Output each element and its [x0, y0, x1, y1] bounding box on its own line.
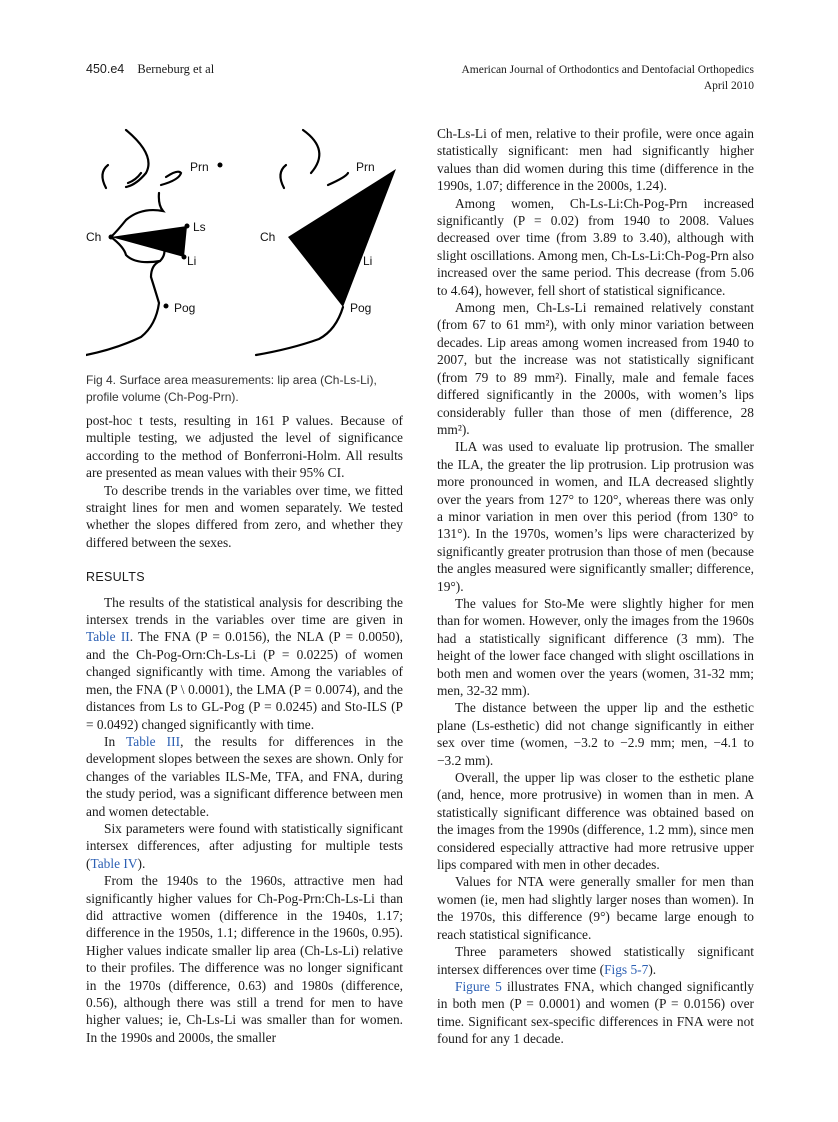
paragraph-text: ILA was used to evaluate lip protrusion. The smaller the ILA, the greater the lip protrusion. Lip protrusion was more pronounced in women, and ILA decreased slightly over the years from 127° to 120°, whereas there was only a minor variation in men over this period (from 130° to 131°). In the 1970s, women’s lips were characterized by significantly greater protrusion than those of men (because the angles measured were significantly smaller; difference, 19°). — [437, 439, 754, 594]
paragraph — [86, 820, 403, 872]
paragraph — [437, 438, 754, 595]
lip-area-triangle — [111, 226, 187, 257]
paragraph — [437, 769, 754, 873]
paragraph — [437, 125, 754, 195]
paragraph-text: To describe trends in the variables over time, we fitted straight lines for men and women separately. We tested whether the slopes differed from zero, and whether they differed between the sexes. — [86, 482, 403, 550]
paragraph-text: In — [104, 733, 127, 749]
paragraph — [437, 595, 754, 699]
label-ch-2: Ch — [260, 230, 276, 244]
paragraph — [86, 482, 403, 552]
label-prn: Prn — [190, 160, 209, 174]
paragraph-text: The results of the statistical analysis for describing the intersex trends in the variables over time are given in — [86, 594, 403, 628]
paragraph — [437, 699, 754, 769]
cross-reference-link[interactable]: Figure 5 — [455, 978, 502, 994]
paragraph — [437, 299, 754, 438]
section-heading-results: RESULTS — [86, 570, 145, 585]
paragraph-text: . The FNA (P = 0.0156), the NLA (P = 0.0050), and the Ch-Pog-Orn:Ch-Ls-Li (P = 0.0225) of women changed significantly with time. Among the variables of men, the FNA (P \ 0.0001), the LMA (P = 0.0074), and the distances from Ls to GL-Pog (P = 0.0245) and Sto-ILS (P = 0.0492) changed significantly with time. — [86, 629, 403, 732]
issue-date: April 2010 — [703, 80, 754, 92]
label-ch: Ch — [86, 230, 102, 244]
paragraph-text: post-hoc t tests, resulting in 161 P values. Because of multiple testing, we adjusted the level of significance according to the method of Bonferroni-Holm. All results are presented as mean values with their 95% CI. — [86, 413, 403, 481]
paragraph — [86, 872, 403, 1046]
page-number: 450.e4 — [86, 62, 125, 76]
paragraph-text: Among women, Ch-Ls-Li:Ch-Pog-Prn increased significantly (P = 0.02) from 1940 to 2008. Values decreased over time (from 3.89 to 3.40), although with slight oscillations. Among men, Ch-Ls-Li:Ch-Pog-Prn also increased over the same period. This decrease (from 5.06 to 4.64), however, fell short of statistical significance. — [437, 195, 754, 298]
paragraph-text: ). — [137, 855, 146, 871]
cross-reference-link[interactable]: Table IV — [90, 855, 138, 871]
cross-reference-link[interactable]: Table III — [126, 733, 181, 749]
running-header-left — [86, 62, 214, 77]
paragraph-text: The values for Sto-Me were slightly higher for men than for women. However, only the images from the 1960s had a statistically significant difference (3 mm). The height of the lower face changed with slight oscillations in both men and women over the years (women, 31-32 mm; men, 32-32 mm). — [437, 595, 754, 698]
left-column — [86, 412, 403, 1046]
paragraph — [86, 412, 403, 482]
paragraph-text: illustrates FNA, which changed significantly in both men (P = 0.0001) and women (P = 0.0156) over time. Significant sex-specific differences in FNA were not found for any 1 decade. — [437, 978, 754, 1047]
paragraph-text: The distance between the upper lip and the esthetic plane (Ls-esthetic) did not change significantly in either sex over time (women, −3.2 to −2.9 mm; men, −4.1 to −3.2 mm). — [437, 700, 754, 768]
figure-caption: Fig 4. Surface area measurements: lip area (Ch-Ls-Li), profile volume (Ch-Pog-Prn). — [86, 373, 377, 404]
running-authors: Berneburg et al — [137, 62, 215, 76]
running-header-right — [461, 62, 754, 94]
paragraph — [86, 733, 403, 820]
paragraph-text: Three parameters showed statistically significant intersex differences over time ( — [437, 944, 754, 977]
profile-volume-triangle — [288, 169, 396, 307]
cross-reference-link[interactable]: Figs 5-7 — [604, 961, 649, 977]
paragraph — [437, 943, 754, 978]
figure-4 — [86, 125, 402, 365]
journal-name: American Journal of Orthodontics and Dentofacial Orthopedics — [461, 64, 754, 76]
label-li: Li — [187, 254, 197, 268]
paragraph-text: From the 1940s to the 1960s, attractive men had significantly higher values for Ch-Pog-Prn:Ch-Ls-Li than did attractive women (difference in the 1940s, 1.17; difference in the 1950s, 1.1; difference in the 1960s, 0.95). Higher values indicate smaller lip area (Ch-Ls-Li) relative to their profiles. The difference was no longer significant in the 1970s (difference, 0.63) and 1980s (difference, 0.56), although there was still a trend for men to have higher values; ie, Ch-Ls-Li was smaller than for women. In the 1990s and 2000s, the smaller — [86, 873, 403, 1045]
label-pog: Pog — [174, 301, 196, 315]
label-pog-2: Pog — [350, 301, 372, 315]
paragraph — [437, 978, 754, 1048]
right-column — [437, 125, 754, 1048]
paragraph-text: Six parameters were found with statistically significant intersex differences, after adjusting for multiple tests ( — [86, 820, 403, 871]
paragraph — [437, 195, 754, 299]
cross-reference-link[interactable]: Table II — [86, 629, 130, 645]
paragraph — [86, 594, 403, 733]
paragraph-text: Values for NTA were generally smaller for men than women (ie, men had slightly larger noses than women). In the 1970s, this difference (9°) became large enough to reach statistical significance. — [437, 874, 754, 942]
paragraph-text: Among men, Ch-Ls-Li remained relatively constant (from 67 to 61 mm²), with only minor variation between decades. Lip areas among women increased from 1940 to 2007, but the increase was not statistically significant (from 79 to 89 mm²). Finally, male and female faces differed significantly in the 2000s, with women’s lips considerably fuller than those of men (difference, 28 mm²). — [437, 300, 754, 437]
label-ls: Ls — [193, 220, 206, 234]
paragraph — [437, 873, 754, 943]
label-li-2: Li — [363, 254, 373, 268]
paragraph-text: Overall, the upper lip was closer to the esthetic plane (and, hence, more protrusive) in women than in men. A statistically significant difference was obtained based on the images from the 1990s (difference, 1.2 mm), since men considered especially attractive had more retrusive upper lips compared with men in other decades. — [437, 770, 754, 873]
paragraph-text: Ch-Ls-Li of men, relative to their profile, were once again statistically significant: men had significantly higher values than did women during this time (difference in the 1990s, 1.07; difference in the 2000s, 1.24). — [437, 126, 754, 194]
label-prn-2: Prn — [356, 160, 375, 174]
paragraph-text: , the results for differences in the development slopes between the sexes are shown. Only for changes of the variables ILS-Me, TFA, and FNA, during the study period, was a significant difference between men and women detectable. — [86, 733, 404, 819]
paragraph-text: ). — [648, 961, 657, 977]
